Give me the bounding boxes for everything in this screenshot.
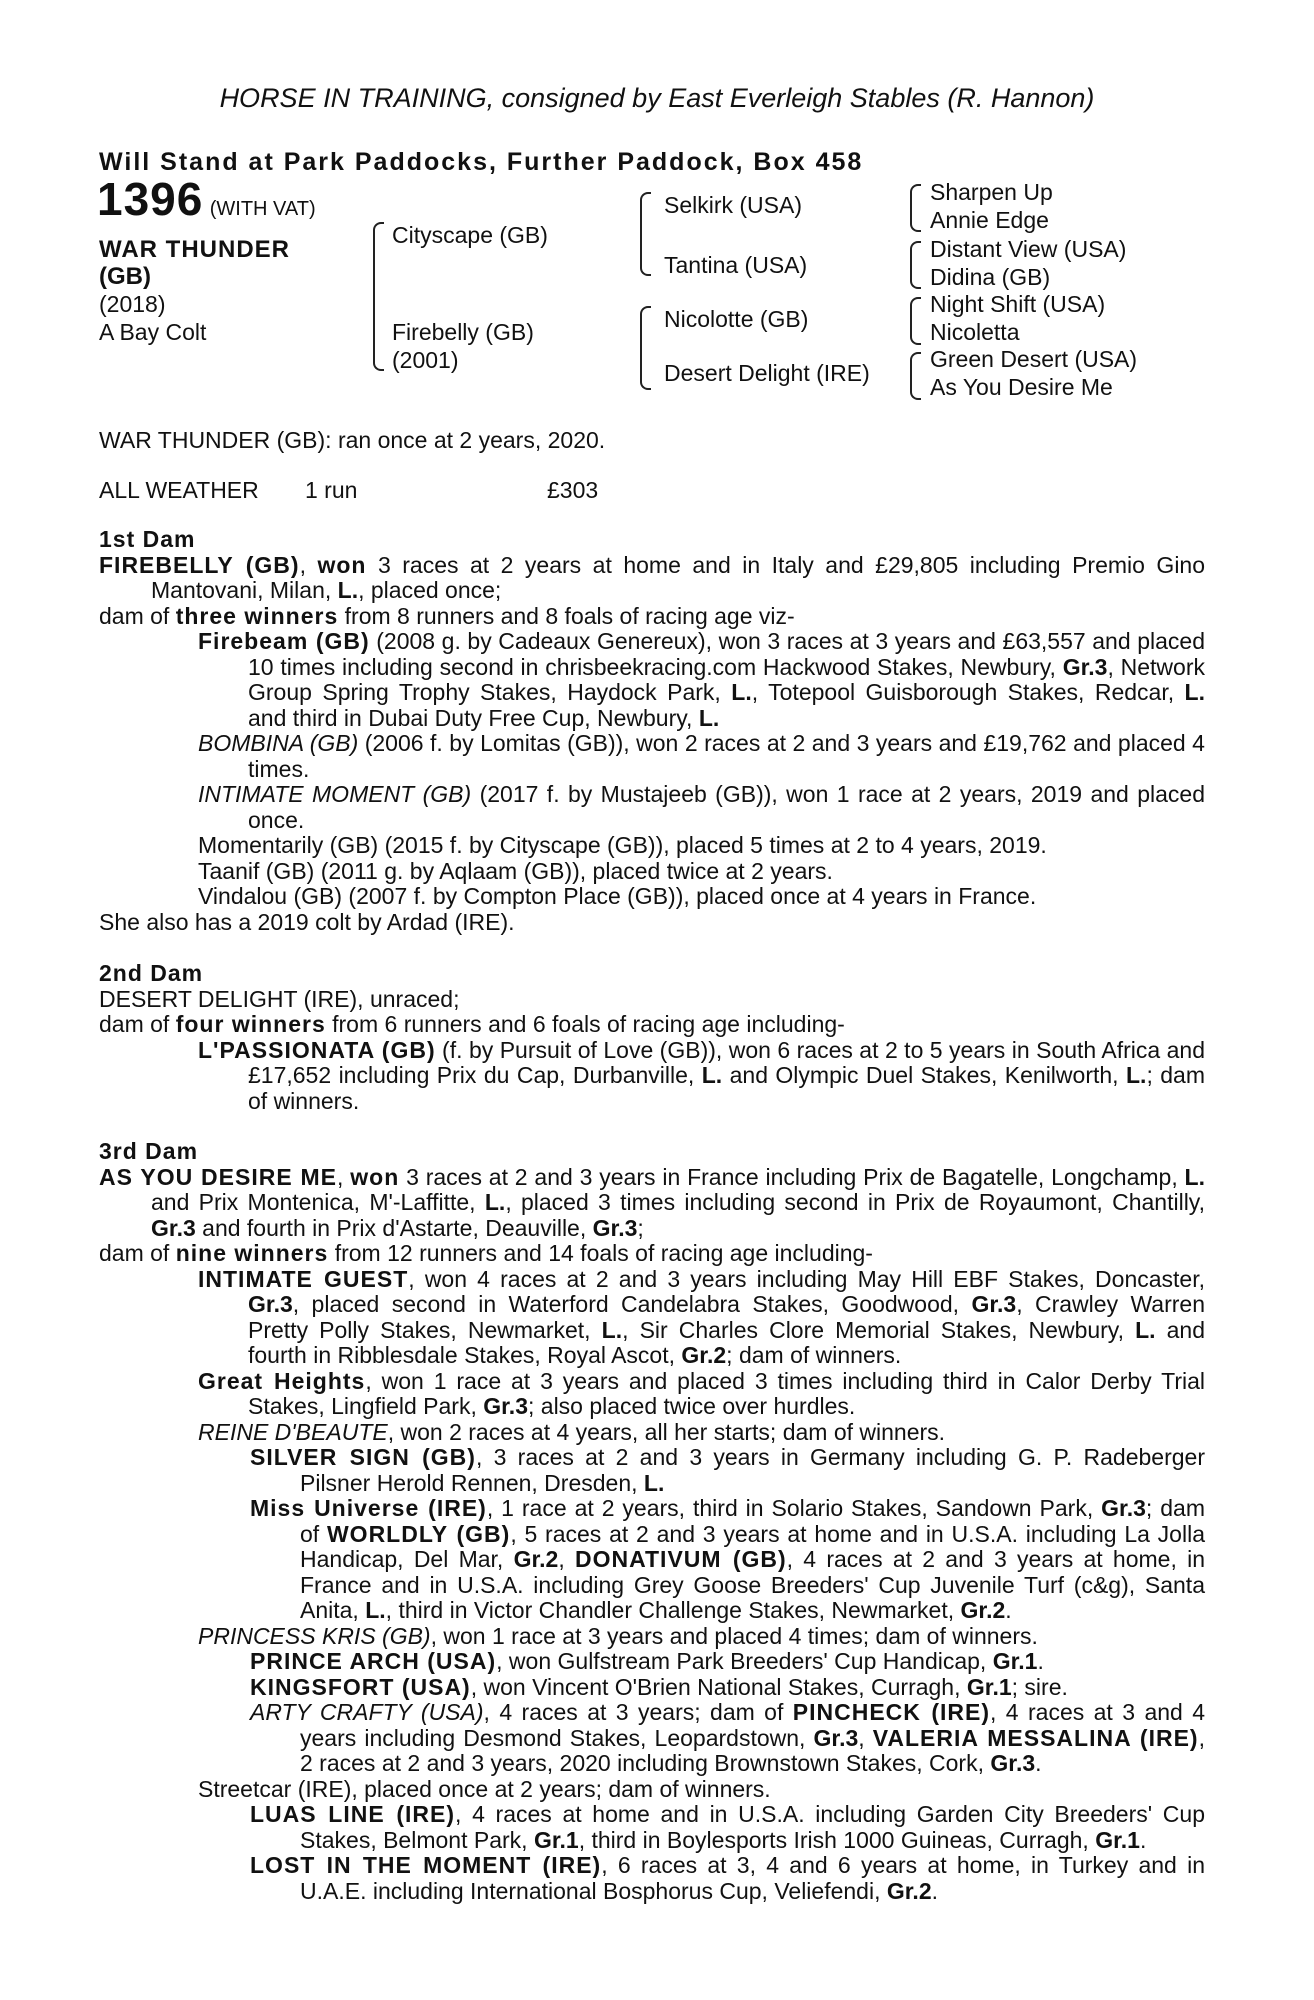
winners-count: three winners [175,602,339,629]
dam-of-line [99,604,1205,630]
grade-badge: Gr.3 [971,1291,1017,1317]
progeny-entry [99,1624,1205,1650]
won-label: won [350,1163,400,1190]
entry-text: , 2 races at 2 and 3 years, 2020 including Brownstown Stakes, Cork, [300,1724,1205,1776]
progeny-entry [99,731,1205,782]
pedigree-bracket [640,306,651,390]
pedigree-sire-sire: Selkirk (USA) [664,192,803,218]
entry-text: , Crawley Warren Pretty Polly Stakes, Newmarket, [248,1291,1205,1343]
pedigree-dss: Night Shift (USA) [930,291,1106,317]
winners-count: nine winners [175,1240,329,1266]
second-dam-entry: DESERT DELIGHT (IRE), unraced; [99,985,460,1012]
dam-name: FIREBELLY (GB) [99,551,300,578]
pedigree-dds: Green Desert (USA) [930,346,1138,372]
progeny-entry [99,1445,1205,1496]
horse-name: WAR THUNDER [99,236,290,263]
pedigree-sire: Cityscape (GB) [392,222,548,248]
pedigree-ssd: Annie Edge [930,207,1049,233]
pedigree-dam: Firebelly (GB) [392,319,534,345]
pedigree-bracket [910,241,921,289]
grade-badge: L. [1184,1163,1205,1190]
entry-text: , third in Boylesports Irish 1000 Guineas, Curragh, [578,1826,1096,1853]
grade-badge: L. [337,577,359,603]
progeny-name: PRINCE ARCH (USA) [250,1648,497,1674]
entry-text: from 6 runners and 6 foals of racing age including- [325,1011,845,1037]
progeny-entry [99,1369,1205,1420]
entry-text: , won 1 race at 3 years and placed 3 times including third in Calor Derby Trial Stakes, Lingfield Park, [248,1367,1205,1419]
pedigree-ddd: As You Desire Me [930,374,1113,400]
grade-badge: Gr.1 [533,1826,579,1853]
progeny-name: DONATIVUM (GB) [575,1546,787,1572]
progeny-name: BOMBINA (GB) [198,730,359,756]
progeny-name: VALERIA MESSALINA (IRE) [872,1724,1199,1751]
progeny-entry [99,1038,1205,1115]
progeny-name: PRINCESS KRIS (GB) [198,1622,431,1649]
entry-text: , placed second in Waterford Candelabra Stakes, Goodwood, [292,1291,972,1317]
horse-origin: (GB) [99,263,151,290]
entry-text: from 8 runners and 8 foals of racing age viz- [338,602,795,629]
horse-description: A Bay Colt [99,319,207,345]
entry-text: and third in Dubai Duty Free Cup, Newbury, [248,704,699,731]
progeny-name: INTIMATE MOMENT (GB) [198,781,472,807]
progeny-entry: Miss Universe (IRE), 1 race at 2 years, third in Solario Stakes, Sandown Park, Gr.3; dam of WORLDLY (GB), 5 races at 2 and 3 years at home and in U.S.A. including La Jolla Handicap, Del Mar, Gr.2, DONATIVUM (GB), 4 races at 2 and 3 years at home, in France and in U.S.A. including Grey Goose Breeders' Cup Juvenile Turf (c&g), Santa Anita, L., third in Victor Chandler Challenge Stakes, Newmarket, Gr.2. [250,1495,1205,1623]
grade-badge: Gr.3 [1101,1495,1146,1521]
consignment-header: HORSE IN TRAINING, consigned by East Everleigh Stables (R. Hannon) [219,83,1095,113]
all-weather-runs: 1 run [305,477,358,503]
progeny-name: PINCHECK (IRE) [792,1699,990,1725]
entry-text: , Totepool Guisborough Stakes, Redcar, [751,679,1185,705]
entry-text: (f. by Pursuit of Love (GB)), won 6 races at 2 to 5 years in South Africa and £17,652 including Prix du Cap, Durbanville, [248,1036,1205,1088]
progeny-name: WORLDLY (GB) [326,1520,511,1547]
race-record: WAR THUNDER (GB): ran once at 2 years, 2020. [99,427,606,453]
entry-text: (2017 f. by Mustajeeb (GB)), won 1 race at 2 years, 2019 and placed once. [248,781,1205,833]
progeny-entry [99,629,1205,731]
entry-text: , 5 races at 2 and 3 years at home and in U.S.A. including La Jolla Handicap, Del Mar, [300,1520,1205,1572]
third-dam-entry: AS YOU DESIRE ME, won 3 races at 2 and 3 years in France including Prix de Bagatelle, Longchamp, L. and Prix Montenica, M'-Laffitte, L., placed 3 times including second in Prix de Royaumont, Chantilly, Gr.3 and fourth in Prix d'Astarte, Deauville, Gr.3; [99,1163,1205,1241]
progeny-name: Great Heights [198,1367,366,1394]
progeny-name: LUAS LINE (IRE) [250,1801,456,1827]
entry-text: , won Vincent O'Brien National Stakes, Curragh, [470,1673,967,1700]
won-label: won [317,551,367,578]
grade-badge: Gr.2 [513,1546,559,1572]
pedigree-bracket [373,222,384,371]
pedigree-sdd: Didina (GB) [930,264,1051,290]
winners-count: four winners [175,1011,326,1037]
section-title: 1st Dam [99,526,196,552]
grade-badge: L. [1125,1062,1147,1088]
entry-text: and fourth in Prix d'Astarte, Deauville, [195,1214,593,1241]
dam-name: AS YOU DESIRE ME [99,1163,338,1190]
entry-text: , 4 races at home and in U.S.A. including Garden City Breeders' Cup Stakes, Belmont Park, [300,1801,1205,1853]
progeny-name: KINGSFORT (USA) [250,1673,471,1700]
entry-text: , won 2 races at 4 years, all her starts; dam of winners. [387,1418,946,1445]
entry-text: , placed once; [358,577,502,603]
entry-text: 3 races at 2 years at home and in Italy and £29,805 including Premio Gino Mantovani, Milan, [151,551,1206,603]
grade-badge: Gr.2 [681,1342,727,1368]
grade-badge: Gr.3 [1062,653,1108,680]
progeny-entry [99,782,1205,833]
progeny-name: Miss Universe (IRE) [250,1495,487,1521]
progeny-name: LOST IN THE MOMENT (IRE) [250,1852,602,1878]
section-title: 2nd Dam [99,960,204,986]
entry-text: , Network Group Spring Trophy Stakes, Haydock Park, [248,653,1205,705]
progeny-entry: ARTY CRAFTY (USA), 4 races at 3 years; dam of PINCHECK (IRE), 4 races at 3 and 4 years including Desmond Stakes, Leopardstown, Gr.3, VALERIA MESSALINA (IRE), 2 races at 2 and 3 years, 2020 including Brownstown Stakes, Cork, Gr.3. [250,1699,1206,1776]
grade-badge: L. [484,1189,506,1215]
pedigree-bracket [910,352,921,400]
entry-text: , won 4 races at 2 and 3 years including May Hill EBF Stakes, Doncaster, [408,1265,1205,1292]
entry-text: , 4 races at 3 years; dam of [483,1699,793,1725]
entry-text: , 4 races at 3 and 4 years including Desmond Stakes, Leopardstown, [300,1699,1206,1751]
entry-text: 3 races at 2 and 3 years in France including Prix de Bagatelle, Longchamp, [399,1163,1185,1190]
pedigree-bracket [640,192,651,276]
entry-text: from 12 runners and 14 foals of racing age including- [328,1240,873,1266]
entry-text: ; dam of winners. [248,1062,1205,1114]
entry-text: ; dam of [300,1495,1205,1547]
pedigree-dam-dam: Desert Delight (IRE) [664,360,870,386]
grade-badge: L. [1184,679,1205,705]
foal-note: She also has a 2019 colt by Ardad (IRE). [99,908,515,935]
entry-text: and Prix Montenica, M'-Laffitte, [151,1189,485,1215]
progeny-entry [99,1675,1205,1701]
entry-text: , 4 races at 2 and 3 years at home, in France and in U.S.A. including Grey Goose Breeders' Cup Juvenile Turf (c&g), Santa Anita, [300,1546,1205,1623]
grade-badge: Gr.3 [592,1214,638,1241]
progeny-name: Firebeam (GB) [198,628,370,654]
first-dam-section [99,527,1205,935]
grade-badge: Gr.1 [966,1673,1012,1700]
grade-badge: L. [701,1062,723,1088]
entry-text: and Olympic Duel Stakes, Kenilworth, [722,1062,1126,1088]
second-dam-section [99,961,1205,1114]
entry-text: ; sire. [1011,1673,1068,1700]
entry-text: , 6 races at 3, 4 and 6 years at home, in Turkey and in U.A.E. including International Bosphorus Cup, Veliefendi, [300,1852,1205,1904]
entry-text: dam of [99,1011,176,1037]
all-weather-label: ALL WEATHER [99,477,259,503]
third-dam-section [99,1139,1205,1904]
dam-of-line [99,1012,1205,1038]
grade-badge: Gr.1 [992,1648,1038,1674]
entry-text: (2006 f. by Lomitas (GB)), won 2 races at 2 and 3 years and £19,762 and placed 4 times. [248,730,1205,782]
pedigree-bracket [910,297,921,345]
progeny-entry: LOST IN THE MOMENT (IRE), 6 races at 3, 4 and 6 years at home, in Turkey and in U.A.E. including International Bosphorus Cup, Veliefendi, Gr.2. [250,1852,1205,1904]
grade-badge: L. [365,1597,386,1623]
grade-badge: Gr.2 [960,1597,1006,1623]
entry-text: ; also placed twice over hurdles. [528,1393,856,1419]
progeny-entry: Taanif (GB) (2011 g. by Aqlaam (GB)), placed twice at 2 years. [198,857,833,884]
grade-badge: Gr.3 [151,1214,196,1241]
grade-badge: Gr.2 [886,1877,932,1904]
entry-text: dam of [99,602,176,629]
grade-badge: L. [1135,1316,1156,1343]
grade-badge: L. [698,704,720,731]
pedigree-sds: Distant View (USA) [930,236,1127,262]
pedigree-bracket [910,184,921,232]
grade-badge: Gr.3 [248,1291,293,1317]
progeny-entry: Streetcar (IRE), placed once at 2 years; dam of winners. [198,1775,771,1802]
entry-text: ; dam of winners. [726,1342,902,1368]
progeny-entry: PRINCE ARCH (USA), won Gulfstream Park Breeders' Cup Handicap, Gr.1. [250,1648,1044,1674]
dam-of-line [99,1241,1205,1267]
grade-badge: L. [601,1316,623,1343]
pedigree-sire-dam: Tantina (USA) [664,252,808,278]
pedigree-dam-sire: Nicolotte (GB) [664,306,809,332]
progeny-entry: Momentarily (GB) (2015 f. by Cityscape (GB)), placed 5 times at 2 to 4 years, 2019. [198,832,1047,858]
entry-text: dam of [99,1240,176,1266]
entry-text: , 1 race at 2 years, third in Solario Stakes, Sandown Park, [486,1495,1102,1521]
entry-text: , won Gulfstream Park Breeders' Cup Handicap, [496,1648,993,1674]
grade-badge: Gr.1 [1095,1826,1140,1853]
pedigree-dsd: Nicoletta [930,319,1020,345]
pedigree-sss: Sharpen Up [930,179,1053,205]
entry-text: , Sir Charles Clore Memorial Stakes, Newbury, [622,1316,1136,1343]
entry-text: , placed 3 times including second in Prix de Royaumont, Chantilly, [505,1189,1205,1215]
first-dam-entry: FIREBELLY (GB), won 3 races at 2 years at home and in Italy and £29,805 including Premio Gino Mantovani, Milan, L., placed once; [99,551,1206,603]
pedigree-dam-year: (2001) [392,347,459,373]
vat-note: (WITH VAT) [209,198,316,220]
progeny-name: ARTY CRAFTY (USA) [250,1699,484,1725]
grade-badge: L. [731,679,752,705]
entry-text: , third in Victor Chandler Challenge Stakes, Newmarket, [385,1597,961,1623]
entry-text: , won 1 race at 3 years and placed 4 times; dam of winners. [430,1622,1038,1649]
progeny-name: SILVER SIGN (GB) [250,1444,476,1470]
grade-badge: Gr.3 [483,1393,528,1419]
grade-badge: L. [643,1469,665,1496]
progeny-name: L'PASSIONATA (GB) [198,1036,436,1063]
entry-text: , 3 races at 2 and 3 years in Germany including G. P. Radeberger Pilsner Herold Rennen, Dresden, [300,1444,1205,1496]
lot-number-line [97,173,316,225]
progeny-entry: LUAS LINE (IRE), 4 races at home and in U.S.A. including Garden City Breeders' Cup Stakes, Belmont Park, Gr.1, third in Boylesports Irish 1000 Guineas, Curragh, Gr.1. [250,1801,1205,1853]
grade-badge: Gr.3 [813,1724,859,1751]
progeny-name: REINE D'BEAUTE [198,1418,388,1445]
entry-text: (2008 g. by Cadeaux Genereux), won 3 races at 3 years and £63,557 and placed 10 times including second in chrisbeekracing.com Hackwood Stakes, Newbury, [248,628,1205,680]
progeny-entry: Vindalou (GB) (2007 f. by Compton Place (GB)), placed once at 4 years in France. [198,883,1037,909]
all-weather-earnings: £303 [547,477,599,503]
progeny-entry [99,1420,1205,1446]
horse-year: (2018) [99,291,166,317]
progeny-name: INTIMATE GUEST [198,1265,409,1292]
progeny-entry [99,1267,1205,1369]
lot-number: 1396 [97,173,204,225]
stand-location: Will Stand at Park Paddocks, Further Paddock, Box 458 [99,148,864,176]
entry-text: and fourth in Ribblesdale Stakes, Royal Ascot, [248,1316,1205,1368]
section-title: 3rd Dam [99,1138,199,1164]
grade-badge: Gr.3 [990,1750,1036,1776]
